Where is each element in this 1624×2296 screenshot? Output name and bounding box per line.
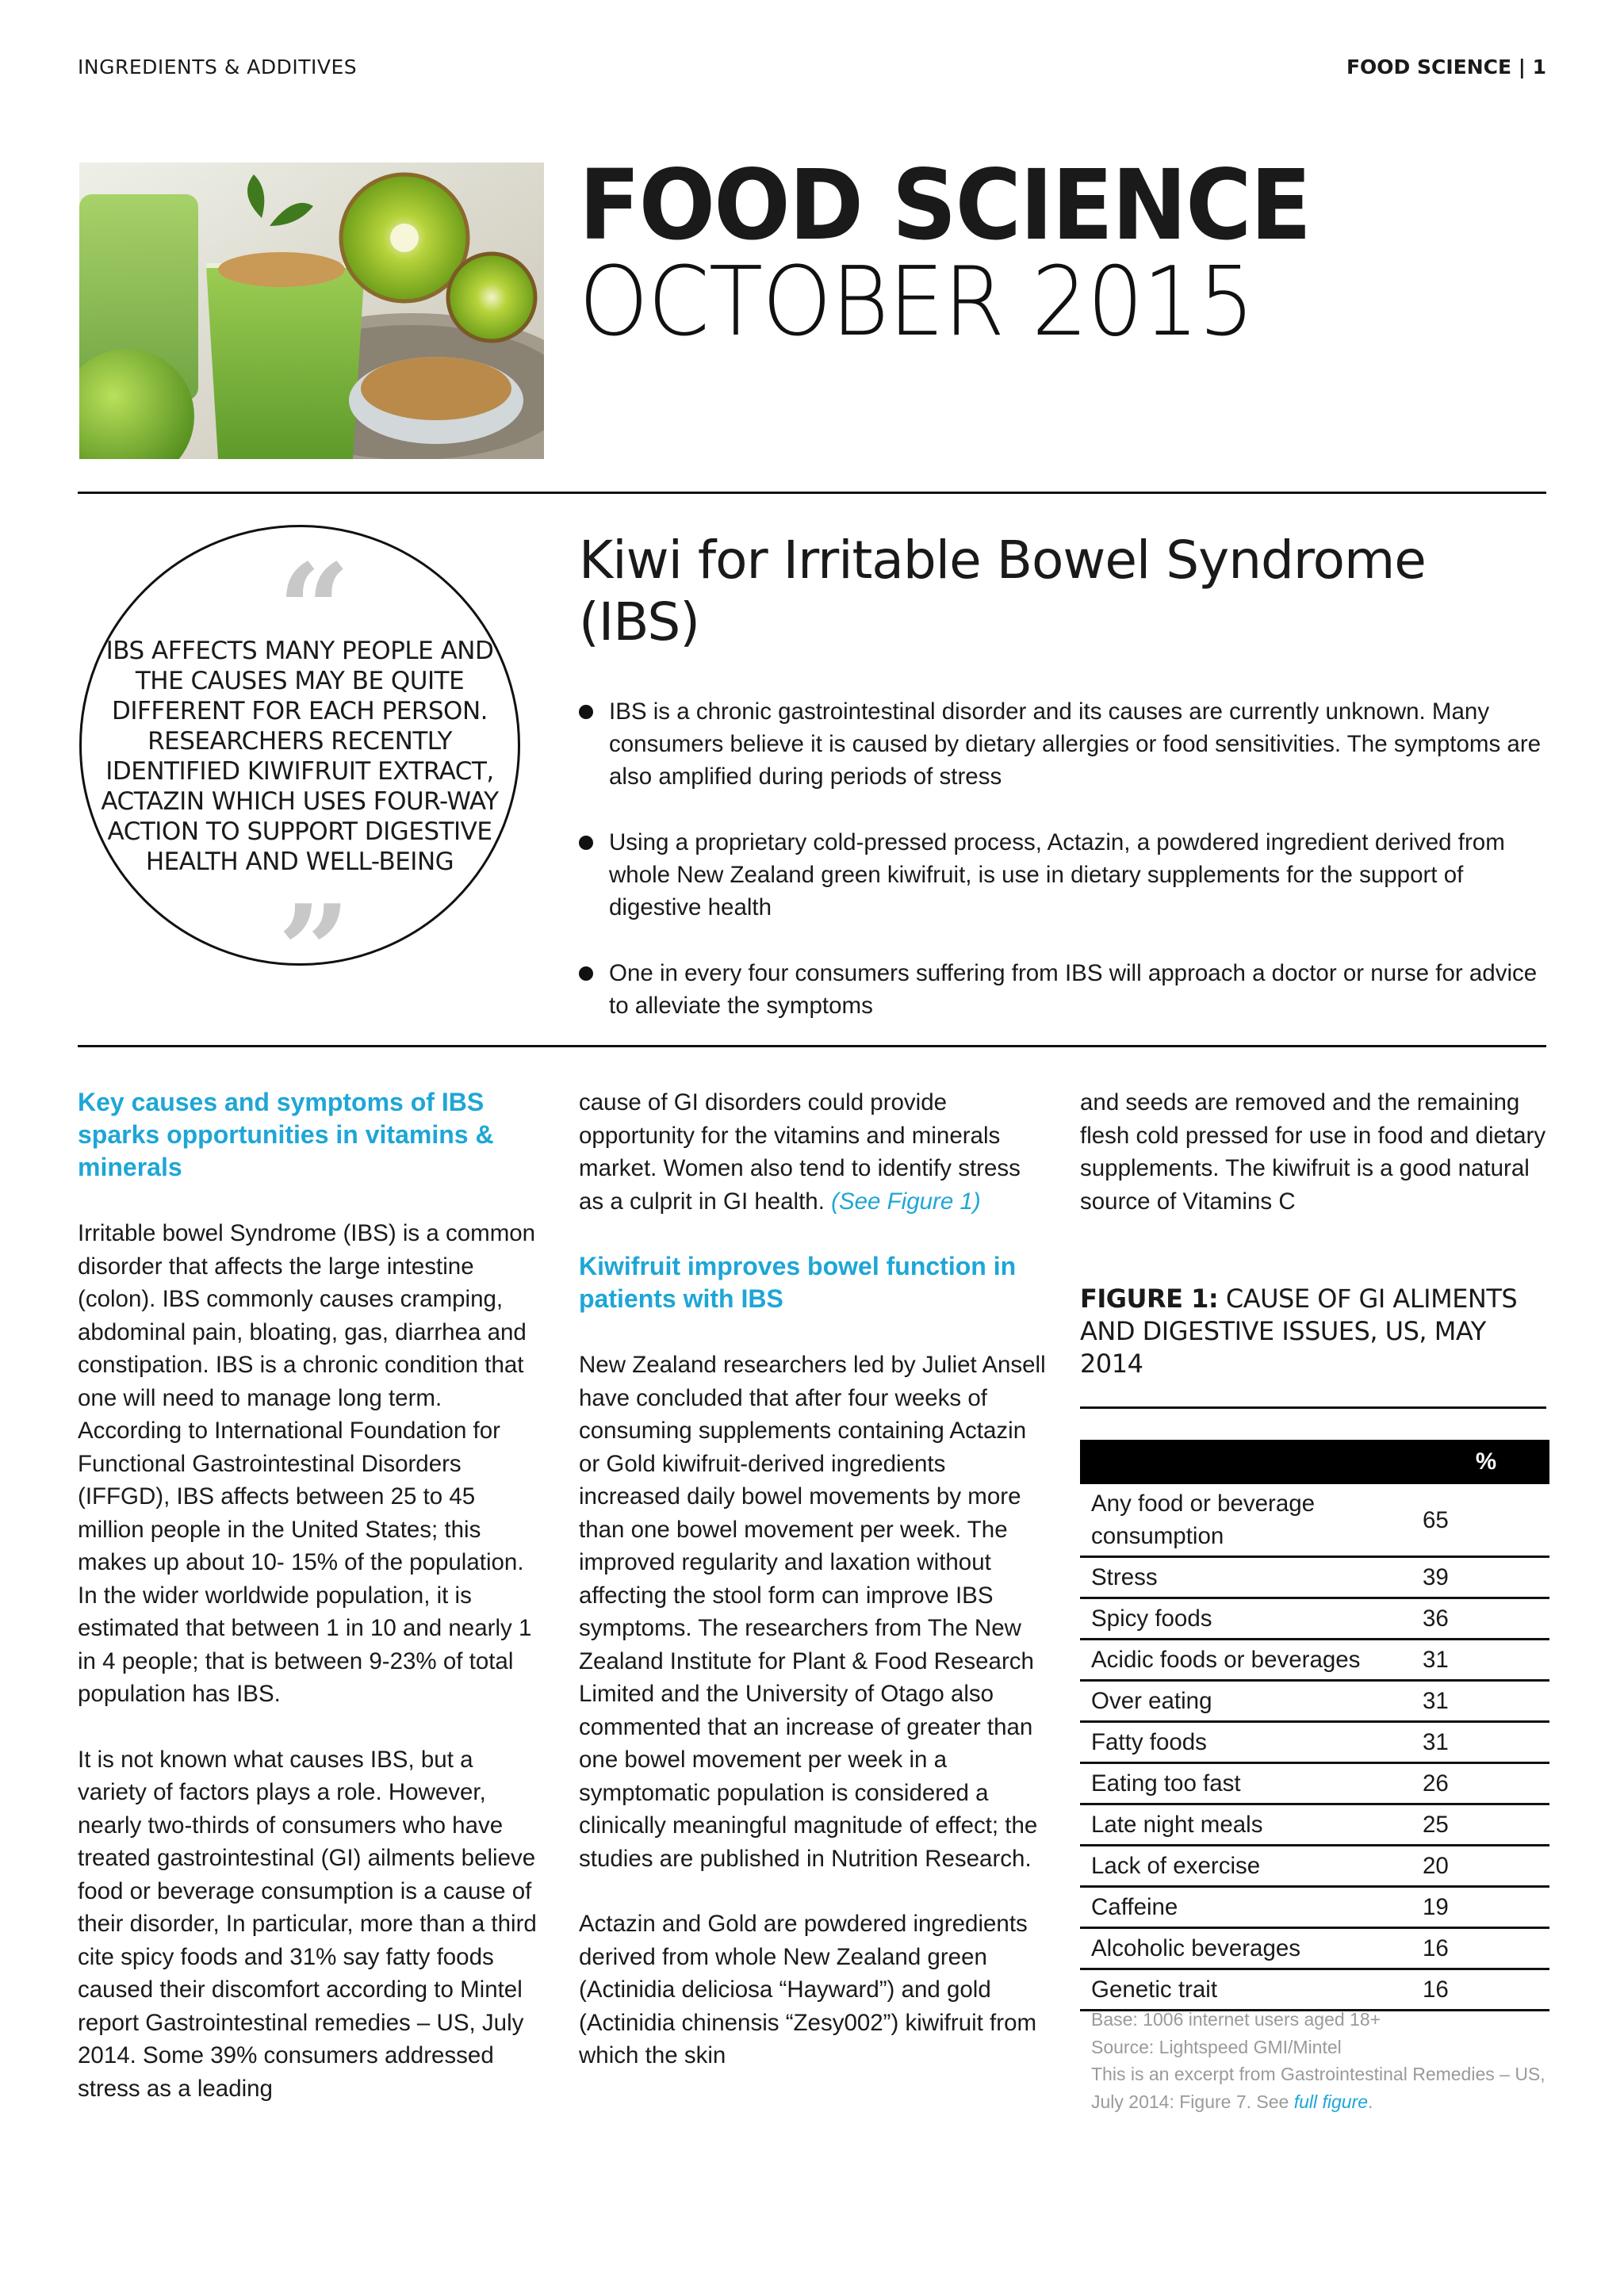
table-cell-label: Caffeine (1080, 1887, 1423, 1928)
bullet-item (579, 957, 1546, 1022)
magazine-title: FOOD SCIENCE (579, 149, 1311, 262)
bullet-text: Using a proprietary cold-pressed process, Actazin, a powdered ingredient derived from whole New Zealand green kiwifruit, is use in dietary supplements for the support of digestive health (609, 829, 1505, 920)
table-cell-value: 25 (1423, 1804, 1549, 1846)
section-heading: Key causes and symptoms of IBS sparks opportunities in vitamins & minerals (78, 1088, 494, 1181)
figure-note-end: . (1368, 2091, 1373, 2112)
section-heading: Kiwifruit improves bowel function in patients with IBS (579, 1252, 1017, 1313)
table-cell-label: Fatty foods (1080, 1722, 1423, 1763)
figure-notes (1091, 2006, 1551, 2115)
table-cell-label: Stress (1080, 1557, 1423, 1598)
figure-label: FIGURE 1: (1080, 1284, 1219, 1314)
table-cell-label: Eating too fast (1080, 1763, 1423, 1804)
table-cell-value: 26 (1423, 1763, 1549, 1804)
column-3 (1080, 1086, 1549, 1218)
table-cell-value: 36 (1423, 1598, 1549, 1640)
figure-title (1080, 1283, 1546, 1380)
bullet-icon (579, 836, 593, 850)
paragraph (579, 1086, 1047, 1218)
bullet-icon (579, 966, 593, 981)
page-label: FOOD SCIENCE | 1 (1346, 55, 1546, 78)
see-figure-link[interactable]: (See Figure 1) (831, 1188, 981, 1215)
paragraph: Actazin and Gold are powdered ingredients derived from whole New Zealand green (Actinidia deliciosa “Hayward”) and gold (Actinidia chinensis “Zesy002”) kiwifruit from which the skin (579, 1911, 1037, 2068)
table-cell-value: 16 (1423, 1928, 1549, 1969)
table-row (1080, 1804, 1549, 1846)
table-header-label (1080, 1440, 1423, 1484)
table-cell-value: 16 (1423, 1969, 1549, 2011)
table-row (1080, 1969, 1549, 2011)
bullet-text: One in every four consumers suffering from IBS will approach a doctor or nurse for advice to alleviate the symptoms (609, 960, 1538, 1019)
article-title: Kiwi for Irritable Bowel Syndrome (IBS) (579, 530, 1426, 652)
open-quote-icon: “ (278, 536, 351, 685)
table-cell-value: 39 (1423, 1557, 1549, 1598)
table-cell-label: Alcoholic beverages (1080, 1928, 1423, 1969)
table-cell-label: Over eating (1080, 1681, 1423, 1722)
table-body (1080, 1484, 1549, 2011)
table-cell-label: Genetic trait (1080, 1969, 1423, 2011)
table-row (1080, 1598, 1549, 1640)
paragraph: New Zealand researchers led by Juliet Ansell have concluded that after four weeks of consuming supplements containing Actazin or Gold kiwifruit-derived ingredients increased daily bowel movements by more than one bowel movement per week. The improved regularity and laxation without affecting the stool form can improve IBS symptoms. The researchers from The New Zealand Institute for Plant & Food Research Limited and the University of Otago also commented that an increase of greater than one bowel movement per week in a symptomatic population is considered a clinically meaningful magnitude of effect; the studies are published in Nutrition Research. (579, 1352, 1046, 1872)
table-row (1080, 1763, 1549, 1804)
table-cell-label: Lack of exercise (1080, 1846, 1423, 1887)
table-cell-label: Any food or beverage consumption (1080, 1484, 1423, 1557)
figure-source-note: Source: Lightspeed GMI/Mintel (1091, 2036, 1342, 2057)
paragraph: Irritable bowel Syndrome (IBS) is a common disorder that affects the large intestine (colon). IBS commonly causes cramping, abdominal pain, bloating, gas, diarrhea and constipation. IBS is a chronic condition that one will need to manage long term. According to International Foundation for Functional Gastrointestinal Disorders (IFFGD), IBS affects between 25 to 45 million people in the United States; this makes up about 10- 15% of the population. In the wider worldwide population, it is estimated that between 1 in 10 and nearly 1 in 4 people; that is between 9-23% of total population has IBS. (78, 1220, 536, 1707)
table-row (1080, 1928, 1549, 1969)
full-figure-link[interactable]: full figure (1293, 2091, 1369, 2112)
table-cell-label: Acidic foods or beverages (1080, 1640, 1423, 1681)
divider-top (78, 492, 1546, 494)
table-cell-value: 31 (1423, 1722, 1549, 1763)
table-cell-value: 19 (1423, 1887, 1549, 1928)
figure-title-text: CAUSE OF GI ALIMENTS AND DIGESTIVE ISSUES, US, MAY 2014 (1080, 1284, 1518, 1379)
close-quote-icon: ” (278, 877, 351, 1026)
paragraph: and seeds are removed and the remaining flesh cold pressed for use in food and dietary supplements. The kiwifruit is a good natural source of Vitamins C (1080, 1089, 1546, 1215)
issue-date: OCTOBER 2015 (579, 247, 1254, 358)
table-cell-value: 65 (1423, 1484, 1549, 1557)
bullet-item (579, 695, 1546, 793)
table-cell-label: Late night meals (1080, 1804, 1423, 1846)
bullet-item (579, 826, 1546, 924)
table-row (1080, 1557, 1549, 1598)
figure-excerpt-note (1091, 2061, 1551, 2115)
kiwi-smoothie-illustration (79, 163, 544, 459)
figure-divider (1080, 1406, 1546, 1409)
table-header-row (1080, 1440, 1549, 1484)
hero-image-kiwi-smoothie (79, 163, 544, 459)
figure-excerpt-text: This is an excerpt from Gastrointestinal Remedies – US, July 2014: Figure 7. See (1091, 2064, 1545, 2112)
paragraph-text: cause of GI disorders could provide opportunity for the vitamins and minerals market. Women also tend to identify stress as a culprit in GI health. (579, 1089, 1021, 1215)
figure-table (1080, 1440, 1549, 2011)
table-header-percent: % (1423, 1440, 1549, 1484)
bullet-icon (579, 705, 593, 719)
table-row (1080, 1484, 1549, 1557)
table-row (1080, 1681, 1549, 1722)
table-cell-value: 31 (1423, 1640, 1549, 1681)
table-row (1080, 1640, 1549, 1681)
paragraph: It is not known what causes IBS, but a variety of factors plays a role. However, nearly two-thirds of consumers who have treated gastrointestinal (GI) ailments believe food or beverage consumption is a cause of their disorder, In particular, more than a third cite spicy foods and 31% say fatty foods caused their discomfort according to Mintel report Gastrointestinal remedies – US, July 2014. Some 39% consumers addressed stress as a leading (78, 1746, 537, 2102)
table-cell-value: 31 (1423, 1681, 1549, 1722)
table-row (1080, 1887, 1549, 1928)
column-1 (78, 1086, 546, 2105)
table-row (1080, 1722, 1549, 1763)
bullet-text: IBS is a chronic gastrointestinal disorder and its causes are currently unknown. Many consumers believe it is caused by dietary allergies or food sensitivities. The symptoms are also amplified during periods of stress (609, 698, 1542, 790)
divider-middle (78, 1045, 1546, 1047)
table-row (1080, 1846, 1549, 1887)
pull-quote-text: IBS AFFECTS MANY PEOPLE AND THE CAUSES MAY BE QUITE DIFFERENT FOR EACH PERSON. RESEARCHERS RECENTLY IDENTIFIED KIWIFRUIT EXTRACT, ACTAZIN WHICH USES FOUR-WAY ACTION TO SUPPORT DIGESTIVE HEALTH AND WELL-BEING (101, 637, 499, 876)
figure-base-note: Base: 1006 internet users aged 18+ (1091, 2009, 1381, 2030)
section-label: INGREDIENTS & ADDITIVES (78, 55, 358, 78)
table-cell-value: 20 (1423, 1846, 1549, 1887)
column-2 (579, 1086, 1047, 2072)
table-cell-label: Spicy foods (1080, 1598, 1423, 1640)
